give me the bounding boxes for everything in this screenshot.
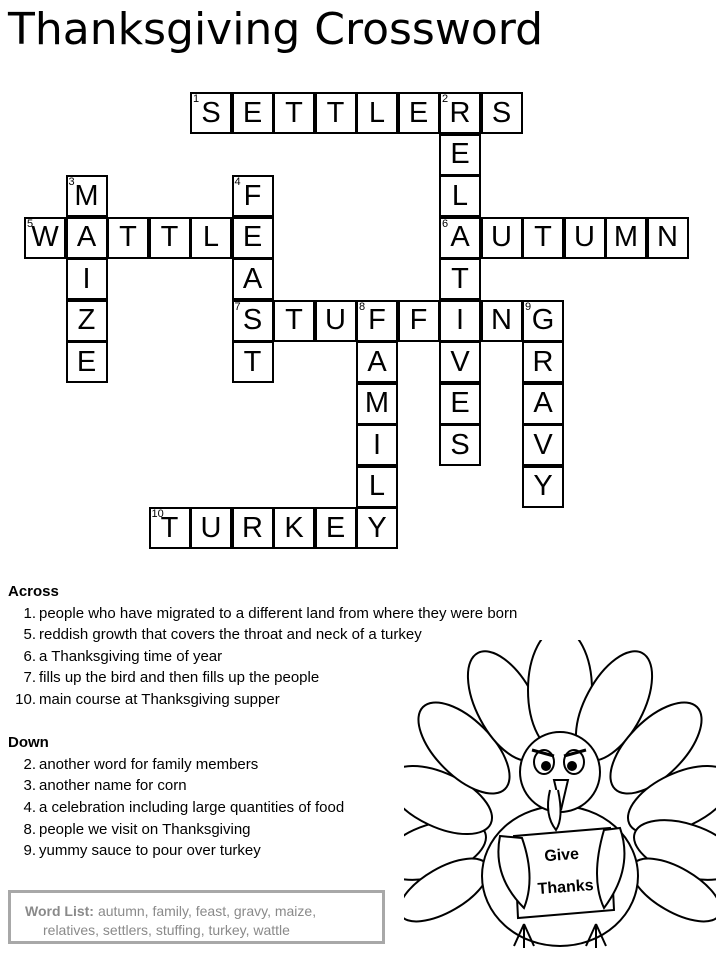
grid-cell — [356, 92, 398, 134]
cell-letter: V — [450, 345, 470, 378]
cell-letter: I — [372, 428, 382, 461]
clue-number: 10. — [15, 690, 36, 708]
clue-text: people who have migrated to a different land from where they were born — [39, 604, 518, 622]
cell-letter: V — [533, 428, 553, 461]
clue-number: 7 — [234, 300, 241, 313]
grid-cell — [66, 175, 108, 217]
grid-cell — [66, 217, 108, 259]
grid-cell — [356, 424, 398, 466]
grid-cell — [66, 341, 108, 383]
clue-number: 2. — [23, 755, 36, 773]
grid-cell — [24, 217, 66, 259]
grid-cell — [315, 507, 357, 549]
across-heading: Across — [8, 583, 59, 600]
grid-cell — [107, 217, 149, 259]
cell-letter: U — [574, 221, 595, 253]
grid-cell — [356, 383, 398, 425]
grid-cell — [398, 92, 440, 134]
grid-cell — [232, 175, 274, 217]
cell-letter: L — [451, 179, 469, 212]
grid-cell — [522, 424, 564, 466]
grid-cell — [481, 300, 523, 342]
cell-letter: A — [450, 221, 470, 253]
cell-letter: T — [160, 511, 179, 544]
cell-letter: F — [368, 304, 386, 336]
grid-cell — [356, 300, 398, 342]
grid-cell — [190, 217, 232, 259]
grid-cell — [439, 134, 481, 176]
clue-number: 9. — [23, 842, 36, 860]
grid-cell — [232, 92, 274, 134]
clue-text: reddish growth that covers the throat and neck of a turkey — [39, 626, 422, 644]
clue-number: 5. — [23, 626, 36, 644]
grid-cell — [564, 217, 606, 259]
clue-text: another word for family members — [39, 755, 259, 773]
clue-text: yummy sauce to pour over turkey — [39, 842, 261, 860]
grid-cell — [439, 383, 481, 425]
cell-letter: W — [31, 221, 59, 253]
clue-text: main course at Thanksgiving supper — [39, 690, 280, 708]
clue-text: fills up the bird and then fills up the people — [39, 669, 320, 687]
grid-cell — [439, 258, 481, 300]
grid-cell — [522, 300, 564, 342]
clue-number: 4. — [23, 798, 36, 816]
grid-cell — [439, 175, 481, 217]
cell-letter: T — [326, 96, 345, 129]
page-title: Thanksgiving Crossword — [8, 4, 544, 55]
cell-letter: T — [285, 96, 303, 129]
clue-number: 1 — [193, 93, 200, 105]
grid-cell — [356, 466, 398, 508]
grid-cell — [232, 507, 274, 549]
clue-text: people we visit on Thanksgiving — [39, 820, 251, 838]
grid-cell — [439, 424, 481, 466]
cell-letter: S — [450, 428, 470, 461]
sign-text-thanks: Thanks — [537, 877, 595, 898]
cell-letter: S — [491, 96, 512, 129]
clue-number: 6. — [23, 647, 36, 665]
cell-letter: I — [82, 262, 91, 295]
cell-letter: M — [613, 221, 639, 253]
clue-text: another name for corn — [39, 777, 187, 795]
grid-cell — [439, 217, 481, 259]
grid-cell — [481, 217, 523, 259]
cell-letter: N — [491, 304, 512, 336]
grid-cell — [232, 341, 274, 383]
grid-cell — [315, 300, 357, 342]
cell-letter: T — [243, 345, 262, 378]
clue-number: 8. — [23, 820, 36, 838]
sign-text-give: Give — [543, 845, 580, 866]
cell-letter: S — [242, 304, 263, 336]
clue-number: 7. — [23, 669, 36, 687]
cell-letter: R — [532, 345, 554, 378]
cell-letter: T — [285, 304, 303, 336]
clue-number: 9 — [525, 300, 532, 313]
clue-number: 8 — [359, 300, 366, 313]
cell-letter: T — [119, 221, 137, 253]
grid-cell — [439, 341, 481, 383]
grid-cell — [66, 300, 108, 342]
cell-letter: E — [242, 96, 263, 129]
grid-cell — [190, 507, 232, 549]
cell-letter: U — [491, 221, 512, 253]
grid-cell — [356, 507, 398, 549]
grid-cell — [522, 466, 564, 508]
clue-text: a celebration including large quantities of food — [39, 798, 345, 816]
cell-letter: N — [657, 221, 678, 253]
cell-letter: U — [200, 511, 222, 544]
grid-cell — [149, 217, 191, 259]
cell-letter: K — [284, 511, 304, 544]
grid-cell — [66, 258, 108, 300]
cell-letter: A — [367, 345, 387, 378]
clue-text: a Thanksgiving time of year — [39, 647, 223, 665]
clue-number: 6 — [442, 217, 449, 230]
cell-letter: L — [368, 470, 386, 502]
clue-number: 2 — [442, 93, 449, 105]
grid-cell — [439, 300, 481, 342]
cell-letter: I — [455, 304, 465, 336]
clue-number: 10 — [151, 508, 164, 520]
grid-cell — [232, 217, 274, 259]
clue-number: 3. — [23, 777, 36, 795]
cell-letter: Z — [77, 304, 96, 336]
cell-letter: R — [449, 96, 471, 129]
cell-letter: T — [160, 221, 179, 253]
cell-letter: A — [76, 221, 97, 253]
cell-letter: R — [242, 511, 263, 544]
grid-cell — [273, 300, 315, 342]
grid-cell — [605, 217, 647, 259]
grid-cell — [522, 217, 564, 259]
grid-cell — [356, 341, 398, 383]
across-clue — [8, 603, 517, 625]
cell-letter: E — [242, 221, 263, 253]
grid-cell — [232, 300, 274, 342]
word-list-box — [8, 890, 385, 944]
cell-letter: T — [534, 221, 552, 253]
clue-number: 1. — [23, 604, 36, 622]
cell-letter: U — [325, 304, 346, 336]
word-list-label: Word List: — [25, 903, 94, 919]
grid-cell — [315, 92, 357, 134]
grid-cell — [522, 383, 564, 425]
cell-letter: E — [76, 345, 97, 378]
cell-letter: G — [531, 304, 555, 336]
grid-cell — [273, 507, 315, 549]
word-list-line-2: relatives, settlers, stuffing, turkey, wattle — [43, 922, 290, 938]
cell-letter: E — [450, 138, 470, 170]
word-list-line-1: autumn, family, feast, gravy, maize, — [97, 903, 317, 919]
grid-cell — [439, 92, 481, 134]
grid-cell — [149, 507, 191, 549]
cell-letter: F — [243, 179, 262, 212]
grid-cell — [190, 92, 232, 134]
cell-letter: Y — [533, 470, 553, 502]
grid-cell — [481, 92, 523, 134]
cell-letter: E — [325, 511, 346, 544]
clue-number: 3 — [68, 176, 75, 188]
turkey-illustration — [404, 640, 716, 952]
cell-letter: M — [74, 179, 99, 212]
clue-number: 5 — [27, 217, 34, 230]
cell-letter: A — [242, 262, 263, 295]
grid-cell — [273, 92, 315, 134]
grid-cell — [647, 217, 689, 259]
cell-letter: E — [408, 96, 429, 129]
cell-letter: F — [409, 304, 428, 336]
cell-letter: E — [450, 387, 470, 419]
cell-letter: S — [201, 96, 221, 129]
grid-cell — [232, 258, 274, 300]
cell-letter: L — [202, 221, 220, 253]
grid-cell — [522, 341, 564, 383]
clue-number: 4 — [234, 176, 241, 188]
cell-letter: Y — [367, 511, 387, 544]
cell-letter: L — [368, 96, 386, 129]
cell-letter: A — [533, 387, 553, 419]
down-heading: Down — [8, 734, 49, 752]
cell-letter: M — [364, 387, 390, 419]
cell-letter: T — [451, 262, 469, 295]
grid-cell — [398, 300, 440, 342]
